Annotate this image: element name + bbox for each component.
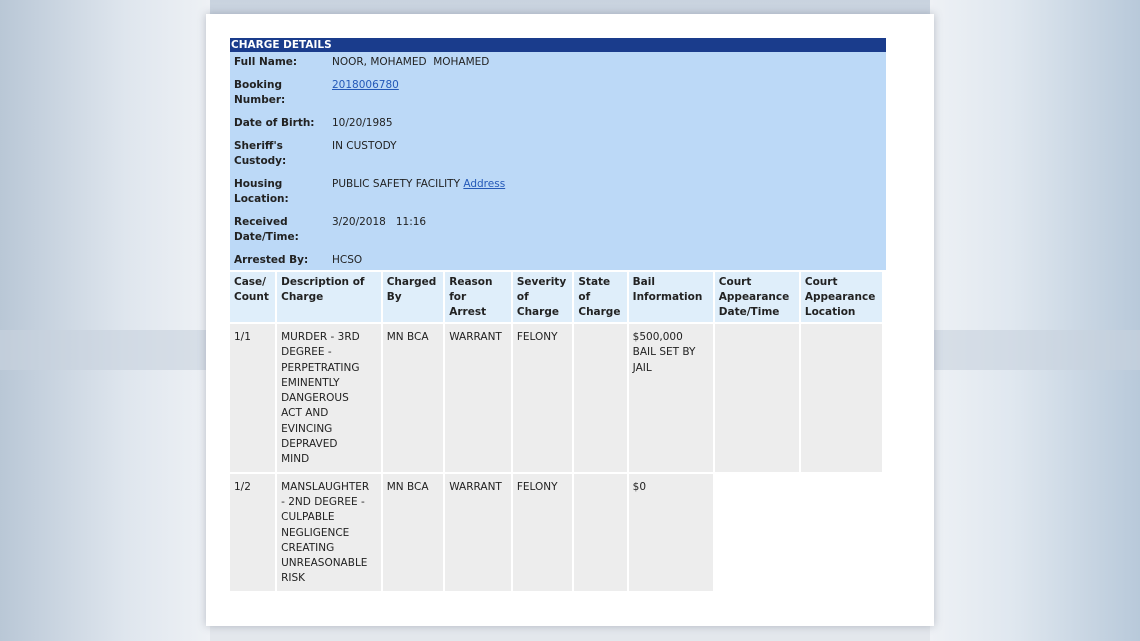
arrested-by-row	[230, 250, 886, 268]
housing-value-cell	[332, 174, 505, 192]
cell-line: MURDER - 3RD	[281, 331, 360, 343]
column-header-case-count	[230, 272, 275, 322]
table-row	[230, 474, 882, 591]
column-header-description	[277, 272, 381, 322]
cell-state	[574, 474, 626, 591]
cell-severity: FELONY	[513, 324, 572, 472]
column-header-line: Court	[804, 276, 838, 288]
column-header-line: Case/	[234, 276, 266, 288]
column-header-line: Reason	[449, 276, 493, 288]
housing-label-line2: Location:	[234, 193, 289, 205]
booking-number-label	[230, 75, 332, 108]
column-header-line: Charged	[386, 276, 437, 288]
cell-reason: WARRANT	[445, 474, 511, 591]
dob-row	[230, 113, 886, 131]
column-header-state	[574, 272, 626, 322]
cell-line: NEGLIGENCE	[281, 526, 350, 539]
arrested-by-label: Arrested By:	[234, 254, 309, 266]
received-label	[230, 212, 332, 245]
cell-description	[277, 324, 381, 472]
column-header-line: Charge	[578, 306, 621, 318]
column-header-line: Appearance	[718, 291, 790, 303]
cell-reason: WARRANT	[445, 324, 511, 472]
received-label-line1: Received	[234, 216, 288, 228]
cell-line: MANSLAUGHTER	[281, 480, 370, 493]
charge-details-document	[230, 38, 886, 593]
booking-label-line1: Booking	[234, 79, 283, 91]
column-header-line: Bail	[632, 276, 655, 288]
cell-severity: FELONY	[513, 474, 572, 591]
cell-court-date	[715, 324, 799, 472]
received-row	[230, 212, 886, 245]
document-sheet	[206, 14, 934, 626]
column-header-line: Court	[718, 276, 752, 288]
cell-charged-by: MN BCA	[383, 474, 444, 591]
booking-number-row	[230, 75, 886, 108]
cell-line: UNREASONABLE	[281, 557, 368, 570]
column-header-line: Count	[234, 291, 269, 303]
cell-charged-by: MN BCA	[383, 324, 444, 472]
received-label-line2: Date/Time:	[234, 231, 299, 243]
cell-line: ACT AND	[281, 407, 329, 420]
cell-line: DEGREE -	[281, 346, 332, 359]
column-header-line: for	[449, 291, 467, 303]
housing-label	[230, 174, 332, 207]
cell-court-location	[801, 324, 882, 472]
cell-line: RISK	[281, 572, 306, 585]
column-header-line: of	[516, 291, 529, 303]
arrested-by-value: HCSO	[332, 254, 363, 266]
cell-line: EMINENTLY	[281, 376, 340, 389]
cell-line: JAIL	[632, 361, 652, 374]
column-header-court-date	[715, 272, 799, 322]
cell-line: DEPRAVED	[281, 438, 338, 451]
cell-line: CULPABLE	[281, 511, 335, 524]
charges-table	[228, 270, 884, 593]
cell-line: - 2ND DEGREE -	[281, 495, 365, 508]
custody-label-line1: Sheriff's	[234, 140, 283, 152]
background-left	[0, 0, 210, 641]
column-header-line: Description of	[281, 276, 365, 288]
column-header-line: Charge	[516, 306, 559, 318]
column-header-charged-by	[383, 272, 444, 322]
cell-line: $500,000	[632, 331, 683, 343]
column-header-bail	[629, 272, 713, 322]
cell-description	[277, 474, 381, 591]
cell-line: BAIL SET BY	[632, 346, 696, 359]
housing-label-line1: Housing	[234, 178, 283, 190]
full-name-label: Full Name:	[234, 56, 298, 68]
charges-body	[230, 324, 882, 591]
dob-value: 10/20/1985	[332, 117, 393, 129]
dob-label: Date of Birth:	[234, 117, 315, 129]
cell-court-date	[715, 474, 799, 591]
cell-bail	[629, 474, 713, 591]
cell-line: MIND	[281, 453, 310, 466]
column-header-court-location	[801, 272, 882, 322]
housing-value: PUBLIC SAFETY FACILITY	[332, 178, 460, 190]
custody-value: IN CUSTODY	[332, 140, 397, 152]
cell-line: $0	[632, 480, 647, 493]
cell-bail	[629, 324, 713, 472]
column-header-line: State	[578, 276, 611, 288]
column-header-severity	[513, 272, 572, 322]
cell-line: DANGEROUS	[281, 392, 349, 405]
cell-court-location	[801, 474, 882, 591]
cell-line: PERPETRATING	[281, 361, 360, 374]
column-header-line: of	[578, 291, 591, 303]
received-value: 3/20/2018 11:16	[332, 216, 427, 228]
cell-state	[574, 324, 626, 472]
custody-row	[230, 136, 886, 169]
background-right	[930, 0, 1140, 641]
booking-label-line2: Number:	[234, 94, 286, 106]
address-link[interactable]: Address	[463, 178, 506, 190]
booking-number-link[interactable]: 2018006780	[332, 79, 399, 91]
column-header-line: Information	[632, 291, 703, 303]
cell-line: CREATING	[281, 541, 335, 554]
full-name-value: NOOR, MOHAMED MOHAMED	[332, 56, 490, 68]
table-row	[230, 324, 882, 472]
column-header-line: Appearance	[804, 291, 876, 303]
column-header-line: Charge	[281, 291, 324, 303]
column-header-reason	[445, 272, 511, 322]
full-name-row	[230, 52, 886, 70]
cell-case-count: 1/1	[230, 324, 275, 472]
column-header-line: Severity	[516, 276, 567, 288]
column-header-line: Location	[804, 306, 856, 318]
column-header-line: By	[386, 291, 402, 303]
inmate-details	[230, 52, 886, 270]
charges-header-row	[230, 272, 882, 322]
column-header-line: Arrest	[449, 306, 487, 318]
custody-label	[230, 136, 332, 169]
housing-row	[230, 174, 886, 207]
cell-line: EVINCING	[281, 422, 333, 435]
section-title: CHARGE DETAILS	[230, 38, 886, 52]
column-header-line: Date/Time	[718, 306, 780, 318]
custody-label-line2: Custody:	[234, 155, 287, 167]
cell-case-count: 1/2	[230, 474, 275, 591]
booking-number-cell	[332, 75, 399, 93]
